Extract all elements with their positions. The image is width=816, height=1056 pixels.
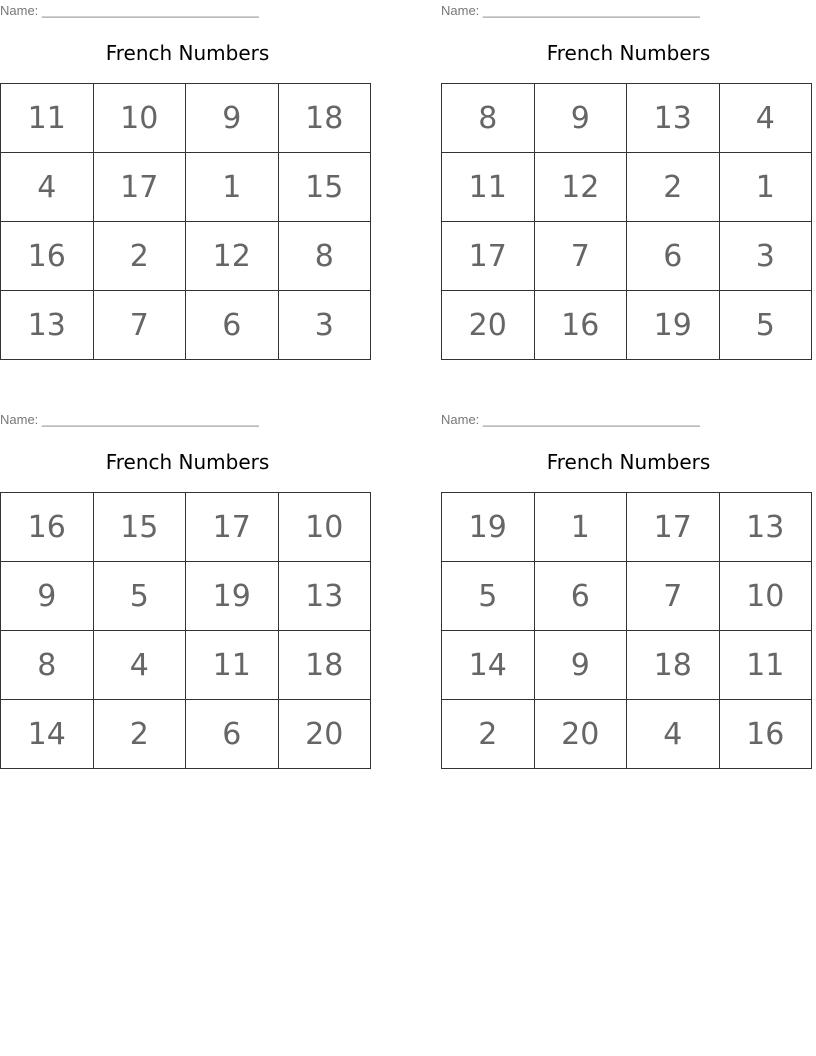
grid-cell: 10 xyxy=(719,562,812,631)
grid-row xyxy=(1,222,371,291)
grid-cell: 9 xyxy=(1,562,94,631)
grid-cell: 14 xyxy=(442,631,535,700)
grid-cell: 3 xyxy=(719,222,812,291)
grid-cell: 16 xyxy=(1,493,94,562)
grid-cell: 17 xyxy=(442,222,535,291)
grid-cell: 12 xyxy=(186,222,279,291)
grid-row xyxy=(442,291,812,360)
grid-cell: 10 xyxy=(278,493,371,562)
number-grid xyxy=(441,492,812,769)
grid-row xyxy=(442,84,812,153)
grid-cell: 2 xyxy=(93,700,186,769)
grid-cell: 6 xyxy=(627,222,720,291)
grid-cell: 19 xyxy=(186,562,279,631)
grid-cell: 5 xyxy=(93,562,186,631)
number-grid xyxy=(0,83,371,360)
grid-cell: 20 xyxy=(442,291,535,360)
grid-cell: 6 xyxy=(186,700,279,769)
grid-row xyxy=(1,700,371,769)
grid-cell: 11 xyxy=(1,84,94,153)
grid-row xyxy=(442,562,812,631)
bingo-card-2 xyxy=(441,0,816,365)
name-field[interactable]: Name: ______________________________ xyxy=(441,3,700,18)
grid-cell: 17 xyxy=(186,493,279,562)
grid-cell: 9 xyxy=(534,631,627,700)
number-grid xyxy=(0,492,371,769)
grid-cell: 4 xyxy=(719,84,812,153)
grid-cell: 17 xyxy=(627,493,720,562)
grid-cell: 20 xyxy=(278,700,371,769)
grid-cell: 1 xyxy=(719,153,812,222)
bingo-card-1 xyxy=(0,0,375,365)
card-title: French Numbers xyxy=(546,41,711,65)
bingo-card-3 xyxy=(0,409,375,774)
grid-cell: 4 xyxy=(1,153,94,222)
grid-cell: 16 xyxy=(534,291,627,360)
grid-cell: 11 xyxy=(719,631,812,700)
grid-row xyxy=(442,700,812,769)
grid-cell: 15 xyxy=(93,493,186,562)
grid-cell: 1 xyxy=(534,493,627,562)
grid-cell: 13 xyxy=(719,493,812,562)
grid-cell: 7 xyxy=(93,291,186,360)
grid-cell: 9 xyxy=(534,84,627,153)
grid-cell: 10 xyxy=(93,84,186,153)
grid-row xyxy=(1,493,371,562)
grid-cell: 13 xyxy=(1,291,94,360)
grid-cell: 11 xyxy=(442,153,535,222)
grid-cell: 7 xyxy=(534,222,627,291)
name-field[interactable]: Name: ______________________________ xyxy=(0,3,259,18)
grid-cell: 16 xyxy=(719,700,812,769)
grid-cell: 14 xyxy=(1,700,94,769)
grid-cell: 4 xyxy=(627,700,720,769)
grid-cell: 6 xyxy=(534,562,627,631)
grid-cell: 11 xyxy=(186,631,279,700)
grid-row xyxy=(1,291,371,360)
grid-cell: 17 xyxy=(93,153,186,222)
grid-cell: 19 xyxy=(442,493,535,562)
card-title: French Numbers xyxy=(105,41,270,65)
grid-cell: 1 xyxy=(186,153,279,222)
grid-cell: 13 xyxy=(627,84,720,153)
grid-cell: 18 xyxy=(627,631,720,700)
grid-row xyxy=(1,153,371,222)
grid-row xyxy=(1,631,371,700)
name-field[interactable]: Name: ______________________________ xyxy=(0,412,259,427)
grid-cell: 5 xyxy=(719,291,812,360)
grid-row xyxy=(442,493,812,562)
grid-row xyxy=(442,153,812,222)
grid-cell: 6 xyxy=(186,291,279,360)
grid-cell: 15 xyxy=(278,153,371,222)
grid-cell: 19 xyxy=(627,291,720,360)
grid-cell: 8 xyxy=(442,84,535,153)
grid-cell: 8 xyxy=(1,631,94,700)
grid-cell: 2 xyxy=(627,153,720,222)
card-title: French Numbers xyxy=(546,450,711,474)
grid-cell: 4 xyxy=(93,631,186,700)
bingo-card-4 xyxy=(441,409,816,774)
grid-cell: 7 xyxy=(627,562,720,631)
grid-cell: 2 xyxy=(93,222,186,291)
grid-cell: 20 xyxy=(534,700,627,769)
grid-cell: 18 xyxy=(278,631,371,700)
grid-row xyxy=(442,222,812,291)
grid-row xyxy=(442,631,812,700)
grid-cell: 13 xyxy=(278,562,371,631)
grid-row xyxy=(1,84,371,153)
grid-cell: 9 xyxy=(186,84,279,153)
grid-cell: 16 xyxy=(1,222,94,291)
grid-cell: 3 xyxy=(278,291,371,360)
grid-cell: 18 xyxy=(278,84,371,153)
grid-cell: 2 xyxy=(442,700,535,769)
grid-row xyxy=(1,562,371,631)
card-title: French Numbers xyxy=(105,450,270,474)
grid-cell: 8 xyxy=(278,222,371,291)
grid-cell: 5 xyxy=(442,562,535,631)
number-grid xyxy=(441,83,812,360)
name-field[interactable]: Name: ______________________________ xyxy=(441,412,700,427)
grid-cell: 12 xyxy=(534,153,627,222)
